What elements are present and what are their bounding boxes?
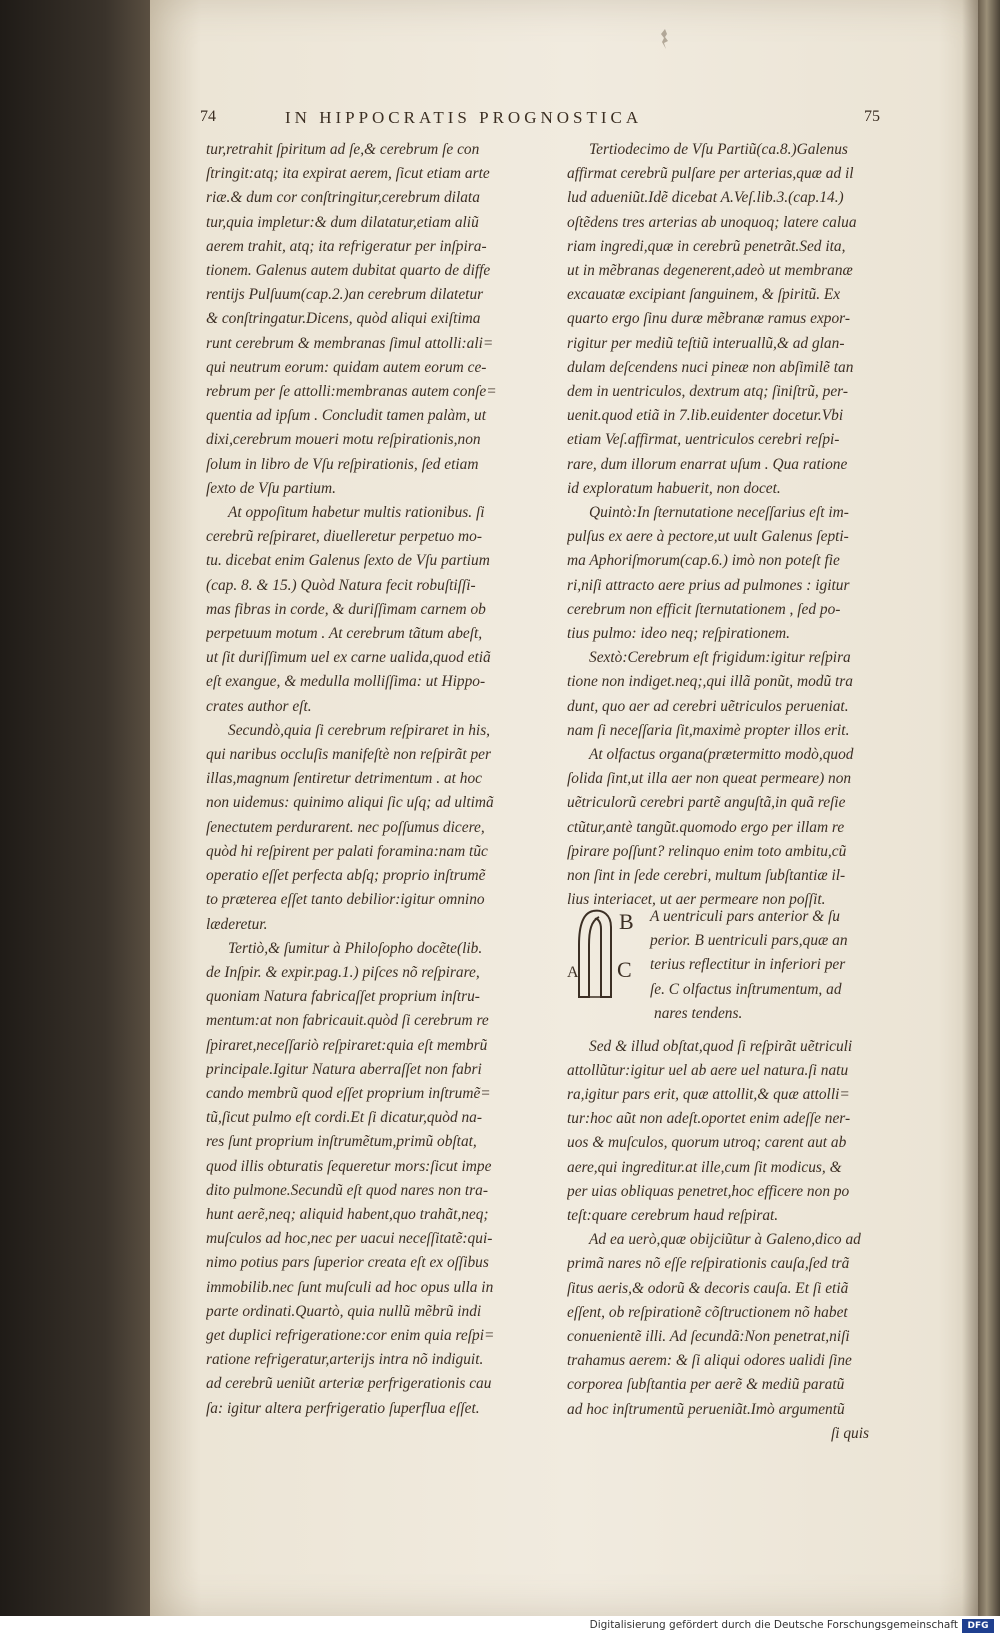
text-line: ſitus aeris,& odorũ & decoris cauſa. Et ſi etiã [567,1279,849,1297]
page-edge [978,0,1000,1616]
text-line: ad hoc inſtrumentũ perueniãt.Imò argumentũ [567,1400,845,1418]
text-line: uẽtriculorũ cerebri partẽ anguſtã,in quã reſie [567,794,846,812]
running-title: IN HIPPOCRATIS PROGNOSTICA [285,108,643,127]
text-line: riæ.& dum cor conſtringitur,cerebrum dilata [206,189,480,207]
figure-label-c: C [617,957,632,982]
running-header [200,108,880,132]
text-line: & conſtringatur.Dicens, quòd aliqui exiſtima [206,310,481,328]
text-line: dixi,cerebrum moueri motu reſpirationis,non [206,431,481,449]
text-line: quòd hi reſpirent per palati foramina:nam tũc [206,842,488,860]
digitization-footer [0,1616,1000,1637]
caption-line: nares tendens. [654,1004,743,1022]
text-line: parte ordinati.Quartò, quia nullũ mẽbrũ indi [206,1302,482,1320]
text-line: ri,niſi attracto aere prius ad pulmones : igitur [567,576,850,594]
text-line: operatio eſſet perfecta abſq; proprio inſtrumẽ [206,867,486,885]
text-line: uenit.quod etiã in 7.lib.euidenter docetur.Vbi [567,407,844,425]
text-line: Tertiodecimo de Vſu Partiũ(ca.8.)Galenus [589,141,848,158]
caption-line: ſe. C olfactus inſtrumentum, ad [650,980,842,998]
text-line: At olfactus organa(prætermitto modò,quod [589,746,854,764]
text-line: get duplici refrigeratione:cor enim quia reſpi= [206,1326,495,1344]
text-line: riam ingredi,quæ in cerebrũ penetrãt.Sed ita, [567,237,846,255]
text-line: nimo potius pars ſuperior creata eſt ex oſſibus [206,1254,489,1272]
figure-label-a: A [567,964,579,981]
text-line: ut in mẽbranas degenerent,adeò ut membranæ [567,262,853,280]
text-line: oſtẽdens tres arterias ab unoquoq; latere calua [567,213,857,231]
text-line: tionem. Galenus autem dubitat quarto de diffe [206,262,491,280]
text-line: ſenectutem perdurarent. nec poſſumus dicere, [206,818,485,836]
text-line: tur:hoc aũt non adeſt.oportet enim adeſſe ner- [567,1110,851,1128]
text-line: ma Aphoriſmorum(cap.6.) imò non poteſt fie [567,552,840,570]
text-line: ra,igitur pars erit, quæ attollit,& quæ attolli= [567,1085,850,1103]
catchword: ſi quis [830,1424,869,1442]
text-line: excauatæ excipiant ſanguinem, & ſpiritũ. Ex [567,286,841,304]
text-line: illas,magnum ſentiretur detrimentum . at hoc [206,770,483,788]
text-line: mentum:at non fabricauit.quòd ſi cerebrum re [206,1012,489,1030]
text-line: tius pulmo: ideo neq; reſpirationem. [567,625,790,643]
text-line: Quintò:In ſternutatione neceſſarius eſt im- [589,504,849,522]
text-line: Sextò:Cerebrum eſt frigidum:igitur reſpira [589,649,851,667]
text-line: trahamus aerem: & ſi aliqui odores ualidi ſine [567,1352,852,1370]
text-line: res ſunt proprium inſtrumẽtum,primũ obſtat, [206,1133,477,1151]
text-line: attollũtur:igitur uel ab aere uel natura.ſi natu [567,1061,849,1079]
text-line: cerebrum non efficit ſternutationem , ſed po- [567,600,841,618]
text-line: id exploratum habuerit, non docet. [567,479,781,497]
text-line: muſculos ad hoc,nec per uacui neceſſitatẽ:qui- [206,1230,493,1248]
text-line: quentia ad ipſum . Concludit tamen palàm, ut [206,407,487,425]
text-line: dem in uentriculos, dextrum atq; ſiniſtrũ, per- [567,383,848,401]
page-number-left: 74 [200,108,216,125]
text-line: rentijs Pulſuum(cap.2.)an cerebrum dilatetur [206,286,484,304]
text-line: affirmat cerebrũ pulſare per arterias,quæ ad il [567,165,854,183]
text-line: tione non indiget.neq;,qui illã ponũt, modũ tra [567,673,853,691]
text-line: Tertiò,& ſumitur à Philoſopho docẽte(lib. [228,939,483,957]
text-line: quod illis obturatis ſequeretur mors:ſicut impe [206,1157,492,1175]
text-line: qui naribus occluſis manifeſtè non reſpirãt per [206,746,491,764]
text-line: per uias obliquas penetret,hoc efficere non po [567,1182,850,1200]
text-line: (cap. 8. & 15.) Quòd Natura fecit robuſtiſſi- [206,576,476,594]
text-line: non uidemus: quinimo aliqui ſic uſq; ad ultimã [206,794,494,812]
caption-line: A uentriculi pars anterior & ſu [650,908,840,925]
text-line: etiam Veſ.affirmat, uentriculos cerebri reſpi- [567,431,840,449]
text-line: ſolum in libro de Vſu reſpirationis, ſed etiam [206,455,479,473]
text-line: Secundò,quia ſi cerebrum reſpiraret in his, [228,721,491,739]
text-line: quoniam Natura fabricaſſet proprium inſtru- [206,988,480,1006]
right-column-lower-text [567,1035,909,1446]
figure-label-b: B [619,909,634,934]
text-line: At oppoſitum habetur multis rationibus. ſi [228,504,485,522]
text-line: dito pulmone.Secundũ eſt quod nares non tra- [206,1181,488,1199]
text-line: pulſus ex aere à pectore,ut uult Galenus ſepti- [567,528,849,546]
text-line: ctũtur,antè tangũt.quomodo ergo per illam re [567,818,845,836]
text-line: rare, dum illorum enarrat uſum . Qua ratione [567,455,848,473]
right-column-upper-text [567,138,909,913]
text-line: perpetuum motum . At cerebrum tãtum abeſt, [206,625,483,643]
text-line: ſa: igitur altera perfrigeratio ſuperflua eſſet. [206,1399,480,1417]
text-line: cerebrũ reſpiraret, diuelleretur perpetuo mo- [206,528,482,546]
text-line: immobilib.nec ſunt muſculi ad hoc opus ulla in [206,1278,494,1296]
text-line: rebrum per ſe attolli:membranas autem conſe= [206,383,497,401]
text-line: aerem trahit, atq; ita refrigeratur per inſpira- [206,237,487,255]
text-line: eſt exangue, & medulla molliſſima: ut Hippo- [206,673,486,691]
text-line: to præterea eſſet tanto debilior:igitur omnino [206,891,485,909]
right-text-column [567,138,909,1446]
text-line: Sed & illud obſtat,quod ſi reſpirãt uẽtriculi [589,1037,853,1055]
ink-stain [658,28,672,50]
figure-caption [650,905,912,1026]
text-line: ſtringit:atq; ita expirat aerem, ſicut etiam arte [206,165,490,183]
text-line: runt cerebrum & membranas ſimul attolli:ali= [206,334,494,352]
text-line: dunt, quo aer ad cerebri uẽtriculos perueniat. [567,697,849,715]
text-line: primã nares nõ eſſe reſpirationis cauſa,ſed trã [567,1255,850,1273]
text-line: læderetur. [206,915,268,933]
text-line: tu. dicebat enim Galenus ſexto de Vſu partium [206,552,490,570]
text-line: corporea ſubſtantia per aerẽ & mediũ paratũ [567,1376,845,1394]
text-line: ſpiraret,neceſſariò reſpiraret:quia eſt membrũ [206,1036,488,1054]
text-line: cando membrũ quod eſſet proprium inſtrumẽ= [206,1084,491,1102]
text-line: conuenientẽ illi. Ad ſecundã:Non penetrat,niſi [567,1327,850,1345]
text-line: eſſent, ob reſpirationẽ cõſtructionem nõ habet [567,1303,848,1321]
text-line: ſexto de Vſu partium. [206,479,336,497]
text-line: tur,retrahit ſpiritum ad ſe,& cerebrum ſe con [206,141,480,158]
text-line: uos & muſculos, quorum utroq; carent aut ab [567,1134,847,1152]
text-line: lud adueniũt.Idẽ dicebat A.Veſ.lib.3.(cap.14.) [567,189,844,207]
caption-line: terius reflectitur in inferiori per [650,956,846,974]
text-line: qui neutrum eorum: quidam autem eorum ce- [206,358,487,376]
text-line: dulam deſcendens nuci pineæ non abſimilẽ tan [567,358,854,376]
text-line: principale.Igitur Natura aberraſſet non fabri [206,1060,482,1078]
text-line: nam ſi neceſſaria ſit,maximè propter illos erit. [567,721,850,739]
text-line: hunt aerẽ,neq; aliquid habent,quo trahãt,neq; [206,1205,489,1223]
text-line: ſpirare poſſunt? relinquo enim toto ambitu,cũ [567,842,847,860]
text-line: ad cerebrũ ueniũt arteriæ perfrigerationis cau [206,1375,492,1393]
text-line: non ſint in ſede cerebri, multum ſubſtantiæ il- [567,867,846,885]
text-line: ſolida ſint,ut illa aer non queat permeare) non [567,770,852,788]
text-line: aere,qui ingreditur.at ille,cum ſit modicus, & [567,1158,842,1176]
text-line: mas fibras in corde, & duriſſimam carnem ob [206,600,486,618]
text-line: rigitur per mediũ teſtiũ interuallũ,& ad glan- [567,334,845,352]
text-line: teſt:quare cerebrum haud reſpirat. [567,1206,779,1224]
caption-line: perior. B uentriculi pars,quæ an [650,932,848,950]
page-number-right: 75 [864,108,880,125]
text-line: quarto ergo ſinu duræ mẽbranæ ramus expor- [567,310,850,328]
left-text-column [206,138,546,1421]
ventricle-diagram [567,905,647,1003]
text-line: tũ,ſicut pulmo eſt cordi.Et ſi dicatur,quòd na- [206,1109,483,1127]
text-line: de Inſpir. & expir.pag.1.) piſces nõ reſpirare, [206,963,480,981]
text-line: crates author eſt. [206,697,312,715]
text-line: ratione refrigeratur,arterijs intra nõ indiguit. [206,1351,484,1369]
text-line: lius interiacet, ut aer permeare non poſſit. [567,891,826,909]
text-line: Ad ea uerò,quæ obijciũtur à Galeno,dico ad [589,1231,861,1249]
funding-notice: Digitalisierung gefördert durch die Deutsche Forschungsgemeinschaft [589,1619,958,1631]
text-line: tur,quia impletur:& dum dilatatur,etiam aliũ [206,213,479,231]
dfg-logo: DFG [962,1619,994,1633]
text-line: ut ſit duriſſimum uel ex carne ualida,quod etiã [206,649,491,667]
page-gutter-shadow [962,0,978,1616]
book-binding-shadow [0,0,150,1616]
